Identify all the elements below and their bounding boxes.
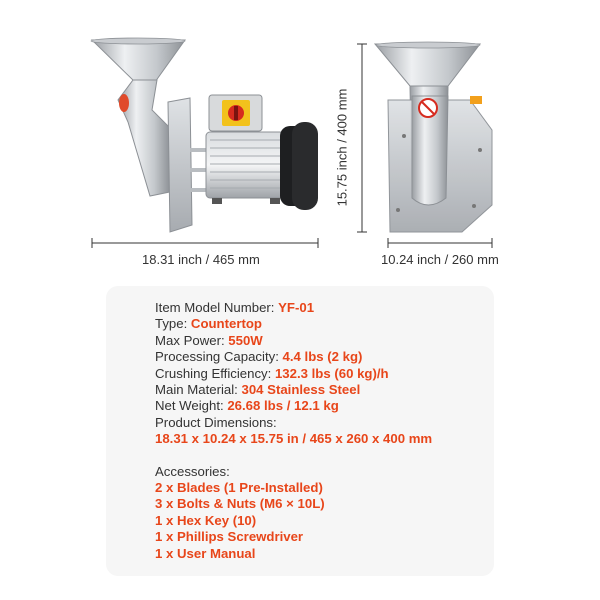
spec-row-weight — [155, 398, 495, 414]
spec-label: Product Dimensions: — [155, 414, 277, 430]
side-width-label: 18.31 inch / 465 mm — [142, 252, 260, 267]
spec-label: Main Material: — [155, 382, 242, 398]
spec-label: Max Power: — [155, 332, 229, 348]
spec-label: Item Model Number: — [155, 300, 279, 315]
spec-label: Processing Capacity: — [155, 349, 283, 365]
product-illustration — [0, 0, 600, 290]
accessory-item: 1 x Phillips Screwdriver — [155, 529, 304, 545]
side-view-grinder — [91, 38, 318, 232]
front-width-label: 10.24 inch / 260 mm — [381, 252, 499, 267]
accessory-item: 3 x Bolts & Nuts (M6 × 10L) — [155, 496, 325, 512]
spec-label: Type: — [155, 316, 191, 332]
accessory-item: 1 x User Manual — [155, 545, 256, 561]
spec-row-dimensions-value — [155, 431, 495, 447]
product-image-area — [0, 0, 600, 290]
spec-label: Crushing Efficiency: — [155, 365, 275, 381]
spec-row-power — [155, 333, 495, 349]
spec-value: Countertop — [190, 316, 262, 332]
front-width-dimension-line — [388, 238, 492, 248]
spec-value: 550W — [228, 332, 263, 348]
height-label: 15.75 inch / 400 mm — [334, 88, 350, 207]
height-dimension-line — [357, 44, 367, 232]
spec-row-dimensions-label — [155, 415, 495, 431]
spec-value: 18.31 x 10.24 x 15.75 in / 465 x 260 x 400 mm — [155, 431, 433, 447]
spec-label: Net Weight: — [155, 398, 228, 414]
spec-row-capacity — [155, 349, 495, 365]
spec-row-type — [155, 316, 495, 332]
spec-value: 4.4 lbs (2 kg) — [282, 349, 363, 365]
spec-list — [155, 300, 495, 562]
accessory-item: 1 x Hex Key (10) — [155, 512, 257, 528]
accessories-title: Accessories: — [155, 463, 230, 479]
spec-row-efficiency — [155, 366, 495, 382]
spec-value: 132.3 lbs (60 kg)/h — [274, 365, 389, 381]
spec-value: YF-01 — [278, 300, 315, 315]
spec-value: 26.68 lbs / 12.1 kg — [227, 398, 339, 414]
spec-row-material — [155, 382, 495, 398]
accessory-item: 2 x Blades (1 Pre-Installed) — [155, 480, 323, 496]
spec-row-model — [155, 300, 495, 316]
spec-value: 304 Stainless Steel — [241, 382, 361, 398]
front-view-grinder — [375, 42, 492, 232]
side-width-dimension-line — [92, 238, 318, 248]
